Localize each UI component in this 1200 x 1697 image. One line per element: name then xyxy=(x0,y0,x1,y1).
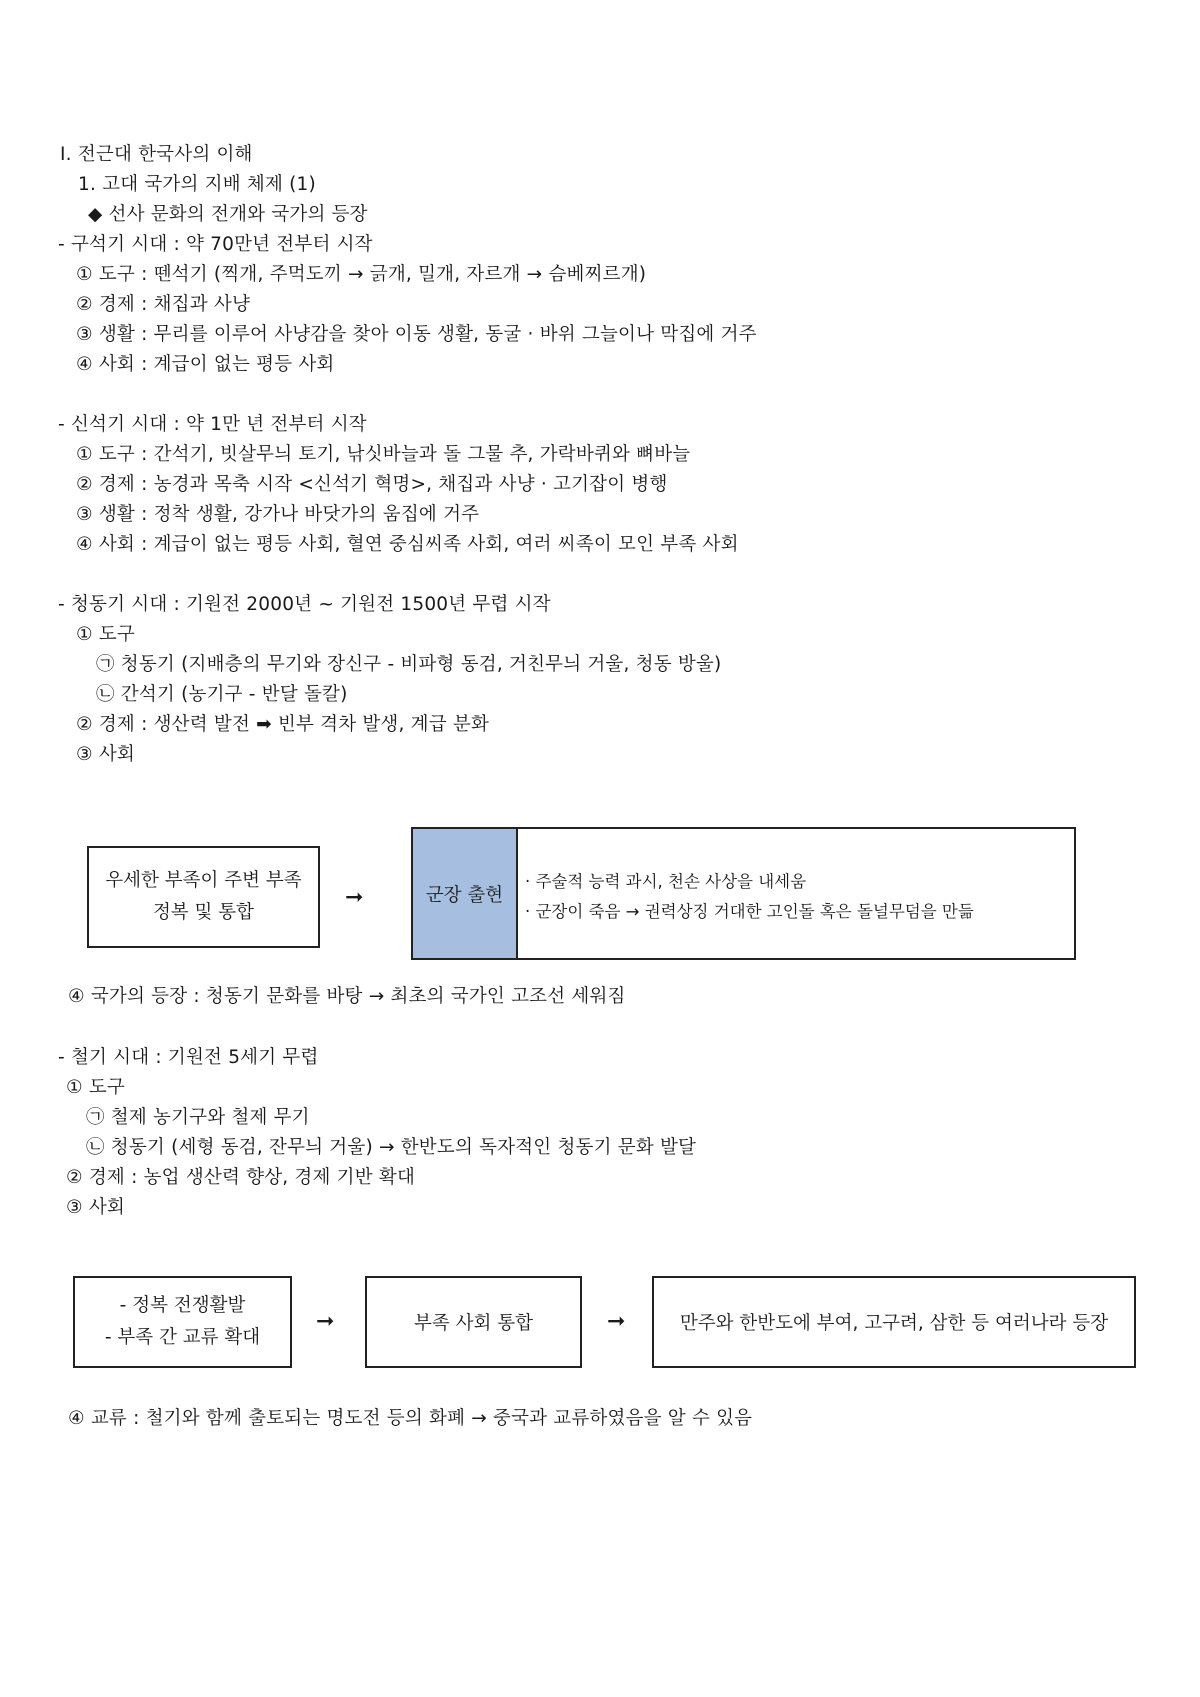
bronze-arrow-icon: ➞ xyxy=(345,885,364,910)
part-heading: Ⅰ. 전근대 한국사의 이해 xyxy=(60,144,253,165)
bronze-economy: ② 경제 : 생산력 발전 ➡ 빈부 격차 발생, 계급 분화 xyxy=(76,714,490,735)
bronze-conquest-line1: 우세한 부족이 주변 부족 xyxy=(105,870,302,891)
iron-war-box xyxy=(73,1276,292,1368)
bronze-tools: ① 도구 xyxy=(76,624,136,645)
chief-desc-2: · 군장이 죽음 → 권력상징 거대한 고인돌 혹은 돌널무덤을 만듦 xyxy=(525,902,974,921)
iron-title: - 철기 시대 : 기원전 5세기 무렵 xyxy=(58,1047,319,1068)
tribe-unification-label: 부족 사회 통합 xyxy=(414,1313,533,1334)
bronze-chief-box xyxy=(411,827,1076,960)
bronze-state: ④ 국가의 등장 : 청동기 문화를 바탕 → 최초의 국가인 고조선 세워짐 xyxy=(68,986,626,1007)
nations-emergence-box xyxy=(652,1276,1136,1368)
bronze-tool-a: ㉠ 청동기 (지배층의 무기와 장신구 - 비파형 동검, 거친무늬 거울, 청동 방울) xyxy=(96,654,722,675)
iron-exchange: ④ 교류 : 철기와 함께 출토되는 명도전 등의 화폐 → 중국과 교류하였음을 알 수 있음 xyxy=(68,1408,753,1429)
iron-society: ③ 사회 xyxy=(66,1197,126,1218)
tribe-unification-box xyxy=(365,1276,582,1368)
chief-description xyxy=(525,867,974,927)
chief-emergence-label: 군장 출현 xyxy=(425,884,504,906)
neolithic-title: - 신석기 시대 : 약 1만 년 전부터 시작 xyxy=(58,414,367,435)
paleolithic-economy: ② 경제 : 채집과 사냥 xyxy=(76,294,251,315)
chapter-heading: 1. 고대 국가의 지배 체제 (1) xyxy=(78,174,316,195)
bronze-conquest-line2: 정복 및 통합 xyxy=(152,902,255,923)
iron-tool-b: ㉡ 청동기 (세형 동검, 잔무늬 거울) → 한반도의 독자적인 청동기 문화 발달 xyxy=(86,1137,697,1158)
nations-emergence-label: 만주와 한반도에 부여, 고구려, 삼한 등 여러나라 등장 xyxy=(679,1313,1109,1334)
chief-desc-1: · 주술적 능력 과시, 천손 사상을 내세움 xyxy=(525,872,807,891)
section-heading: ◆ 선사 문화의 전개와 국가의 등장 xyxy=(88,204,368,225)
iron-tools: ① 도구 xyxy=(66,1077,126,1098)
paleolithic-life: ③ 생활 : 무리를 이루어 사냥감을 찾아 이동 생활, 동굴 · 바위 그늘이나 막집에 거주 xyxy=(76,324,757,345)
neolithic-life: ③ 생활 : 정착 생활, 강가나 바닷가의 움집에 거주 xyxy=(76,504,480,525)
paleolithic-tools: ① 도구 : 뗀석기 (찍개, 주먹도끼 → 긁개, 밀개, 자르개 → 슴베찌르개) xyxy=(76,264,647,285)
iron-arrow-2-icon: ➞ xyxy=(607,1309,626,1334)
bronze-society: ③ 사회 xyxy=(76,744,136,765)
neolithic-tools: ① 도구 : 간석기, 빗살무늬 토기, 낚싯바늘과 돌 그물 추, 가락바퀴와 뼈바늘 xyxy=(76,444,691,465)
bronze-conquest-box xyxy=(87,846,320,948)
iron-arrow-1-icon: ➞ xyxy=(316,1309,335,1334)
neolithic-society: ④ 사회 : 계급이 없는 평등 사회, 혈연 중심씨족 사회, 여러 씨족이 모인 부족 사회 xyxy=(76,534,739,555)
paleolithic-society: ④ 사회 : 계급이 없는 평등 사회 xyxy=(76,354,335,375)
chief-emergence-cell xyxy=(413,829,518,958)
iron-war-line2: - 부족 간 교류 확대 xyxy=(104,1327,261,1348)
paleolithic-title: - 구석기 시대 : 약 70만년 전부터 시작 xyxy=(58,234,373,255)
bronze-tool-b: ㉡ 간석기 (농기구 - 반달 돌칼) xyxy=(96,684,348,705)
bronze-title: - 청동기 시대 : 기원전 2000년 ~ 기원전 1500년 무렵 시작 xyxy=(58,594,551,615)
neolithic-economy: ② 경제 : 농경과 목축 시작 <신석기 혁명>, 채집과 사냥 · 고기잡이 병행 xyxy=(76,474,668,495)
iron-war-line1: - 정복 전쟁활발 xyxy=(119,1295,246,1316)
iron-tool-a: ㉠ 철제 농기구와 철제 무기 xyxy=(86,1107,310,1128)
iron-economy: ② 경제 : 농업 생산력 향상, 경제 기반 확대 xyxy=(66,1167,416,1188)
